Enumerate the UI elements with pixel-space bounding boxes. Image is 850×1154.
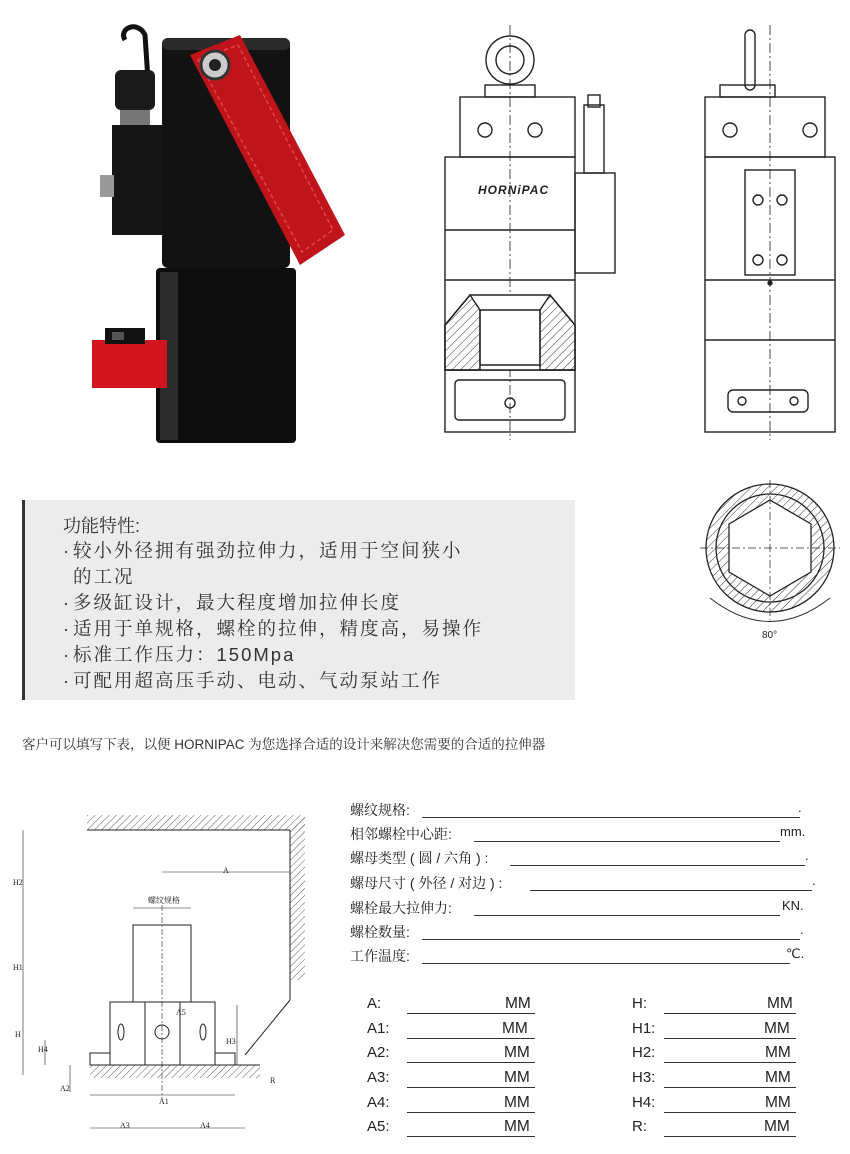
- feature-item: ·适用于单规格，螺栓的拉伸，精度高，易操作: [63, 618, 484, 639]
- feature-item: 的工况: [73, 566, 135, 587]
- features-list: [63, 538, 563, 694]
- dim-field-H4[interactable]: H4: MM: [632, 1094, 807, 1116]
- intro-text: 客户可以填写下表，以便 HORNIPAC 为您选择合适的设计来解决您需要的合适的拉伸器: [22, 737, 546, 752]
- dim-label-A: A: [223, 866, 229, 875]
- form-row-temperature[interactable]: 工作温度: ℃.: [350, 946, 805, 964]
- dim-field-H1[interactable]: H1: MM: [632, 1020, 807, 1042]
- dim-field-A5[interactable]: A5: MM: [367, 1118, 542, 1140]
- feature-item: ·多级缸设计，最大程度增加拉伸长度: [63, 592, 402, 613]
- angle-label: 80°: [762, 630, 778, 641]
- dim-field-A2[interactable]: A2: MM: [367, 1044, 542, 1066]
- dim-label-A4: A4: [200, 1121, 210, 1130]
- dim-label-H4: H4: [38, 1045, 48, 1054]
- form-row-thread-spec[interactable]: 螺纹规格: .: [350, 800, 802, 818]
- tech-drawing-front: [440, 25, 840, 445]
- form-row-max-force[interactable]: 螺栓最大拉伸力: KN.: [350, 898, 804, 916]
- form-row-bolt-count[interactable]: 螺栓数量: .: [350, 922, 804, 940]
- form-row-bolt-spacing[interactable]: 相邻螺栓中心距: mm.: [350, 824, 806, 842]
- features-box: [22, 500, 575, 700]
- dim-field-R[interactable]: R: MM: [632, 1118, 807, 1140]
- dim-field-H3[interactable]: H3: MM: [632, 1069, 807, 1091]
- brand-label: HORNiPAC: [478, 183, 550, 197]
- form-row-nut-size[interactable]: 螺母尺寸 ( 外径 / 对边 ) : .: [350, 873, 816, 891]
- dim-label-R: R: [270, 1076, 276, 1085]
- dim-label-A5: A5: [176, 1008, 186, 1017]
- dim-label-H: H: [15, 1030, 21, 1039]
- feature-item: ·较小外径拥有强劲拉伸力，适用于空间狭小: [63, 540, 463, 561]
- feature-item: ·可配用超高压手动、电动、气动泵站工作: [63, 670, 443, 691]
- dim-label-A1: A1: [159, 1097, 169, 1106]
- dim-label-spec: 螺纹规格: [148, 896, 180, 905]
- dim-field-H[interactable]: H: MM: [632, 995, 807, 1017]
- dim-field-H2[interactable]: H2: MM: [632, 1044, 807, 1066]
- dim-label-A2: A2: [60, 1084, 70, 1093]
- dim-field-A4[interactable]: A4: MM: [367, 1094, 542, 1116]
- feature-item: ·标准工作压力：150Mpa: [63, 644, 296, 665]
- dim-label-A3: A3: [120, 1121, 130, 1130]
- dim-label-H3: H3: [226, 1037, 236, 1046]
- dim-field-A1[interactable]: A1: MM: [367, 1020, 542, 1042]
- section-circle: [690, 480, 840, 650]
- product-photo: [90, 20, 360, 450]
- dim-field-A3[interactable]: A3: MM: [367, 1069, 542, 1091]
- features-title: 功能特性:: [63, 516, 141, 536]
- dim-field-A[interactable]: A: MM: [367, 995, 542, 1017]
- dim-label-H2: H2: [13, 878, 23, 887]
- form-row-nut-type[interactable]: 螺母类型 ( 圆 / 六角 ) : .: [350, 848, 809, 866]
- dim-label-H1: H1: [13, 963, 23, 972]
